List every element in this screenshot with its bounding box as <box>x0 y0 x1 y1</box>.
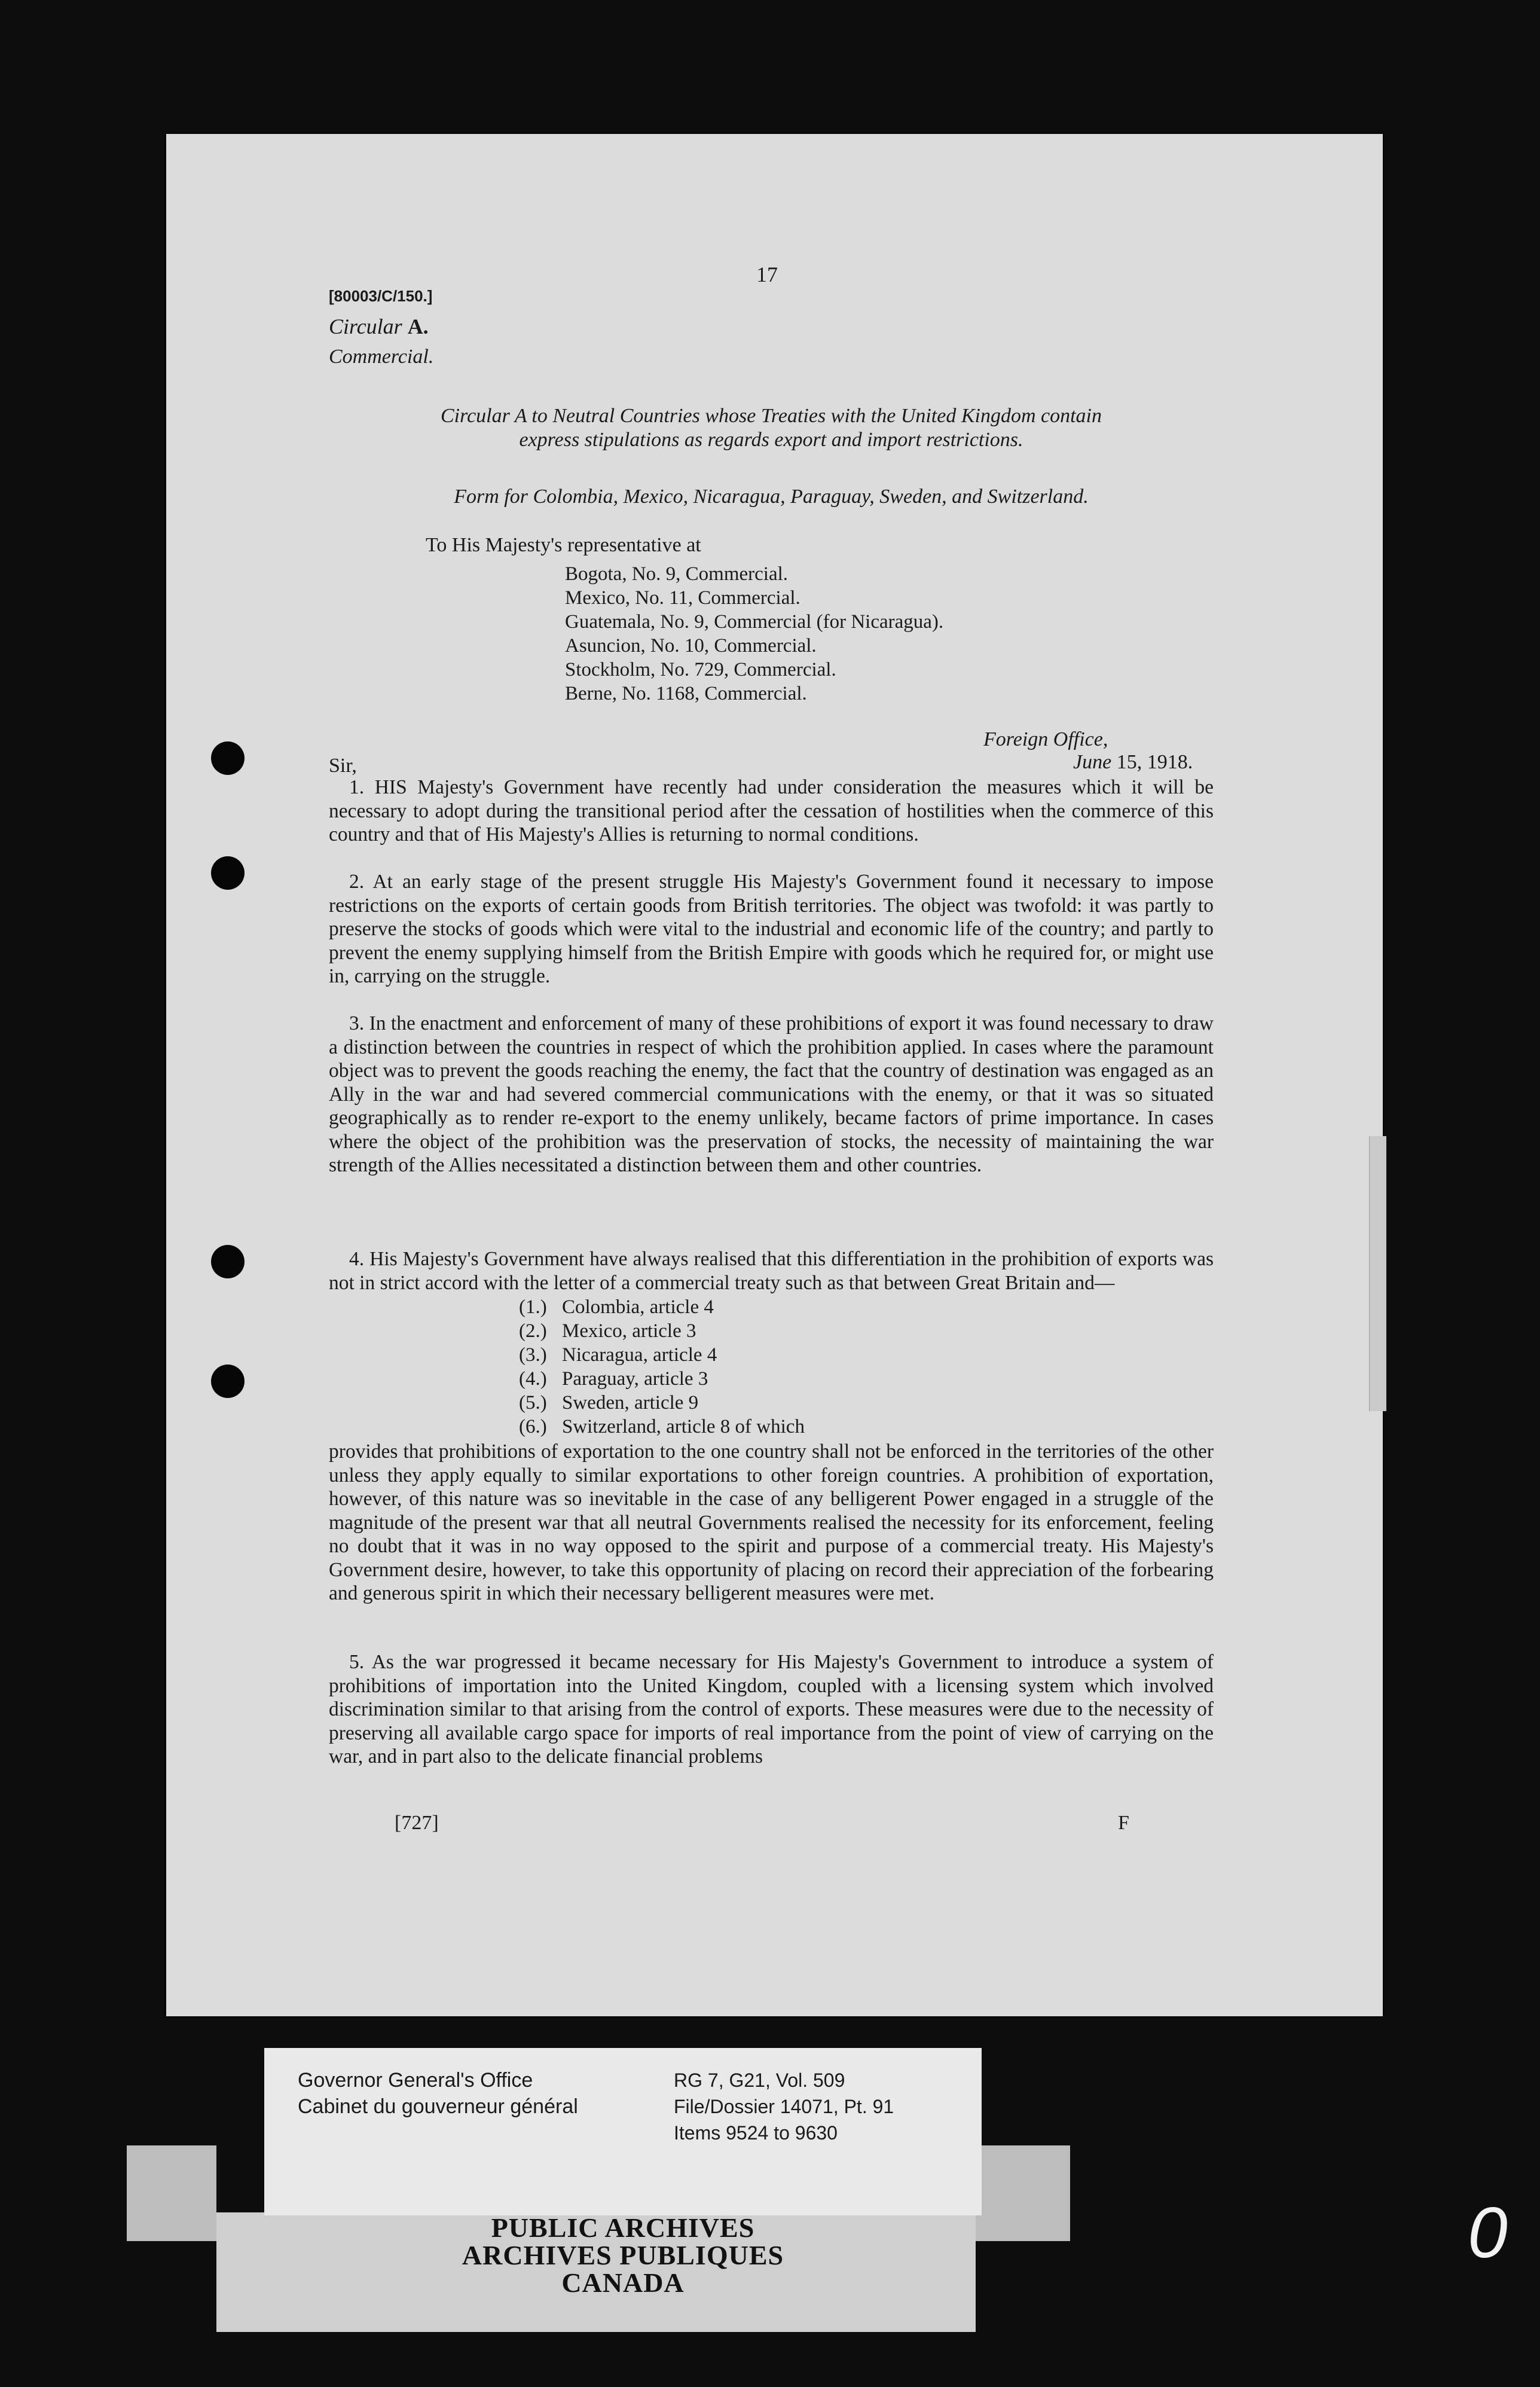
signature-letter: F <box>1118 1812 1129 1834</box>
treaty-number: (2.) <box>519 1320 547 1342</box>
circular-heading <box>329 314 429 339</box>
frame-marker: 0 <box>1468 2193 1508 2273</box>
file-dossier: File/Dossier 14071, Pt. 91 <box>674 2096 894 2117</box>
form-line: Form for Colombia, Mexico, Nicaragua, Paraguay, Sweden, and Switzerland. <box>454 486 1089 508</box>
paragraph-1 <box>329 776 1214 847</box>
date-rest: 15, 1918. <box>1116 751 1193 773</box>
foreign-office: Foreign Office, <box>983 728 1108 750</box>
circular-letter: A. <box>407 315 429 338</box>
place-item: Stockholm, No. 729, Commercial. <box>565 659 836 680</box>
paragraph-3 <box>329 1012 1214 1177</box>
treaty-text: Paraguay, article 3 <box>562 1368 708 1390</box>
archives-stamp <box>264 2214 982 2297</box>
letter-date <box>1073 751 1193 774</box>
page-edge-strip <box>1369 1136 1386 1411</box>
paragraph-text: 1. HIS Majesty's Government have recently had under consideration the measures which it will be necessary to adopt during the transitional period after the cessation of hostilities when the commerce of this country and that of His Majesty's Allies is returning to normal conditions. <box>329 776 1214 845</box>
punch-hole <box>211 1365 245 1398</box>
places-list <box>565 562 943 706</box>
treaty-item <box>519 1343 805 1367</box>
treaty-text: Switzerland, article 8 of which <box>562 1416 805 1437</box>
printer-code: [727] <box>395 1812 439 1834</box>
treaty-text: Sweden, article 9 <box>562 1392 699 1414</box>
treaty-item <box>519 1367 805 1391</box>
office-french: Cabinet du gouverneur général <box>298 2095 578 2118</box>
place-item: Mexico, No. 11, Commercial. <box>565 587 800 609</box>
paragraph-text: 4. His Majesty's Government have always realised that this differentiation in the prohibition of exports was not in strict accord with the letter of a commercial treaty such as that between Great Britain and— <box>329 1248 1214 1294</box>
paragraph-5 <box>329 1650 1214 1769</box>
office-english: Governor General's Office <box>298 2069 533 2092</box>
paragraph-4-continued <box>329 1440 1214 1605</box>
salutation: Sir, <box>329 755 357 777</box>
paragraph-2 <box>329 870 1214 988</box>
stamp-line-1: PUBLIC ARCHIVES <box>491 2212 755 2243</box>
punch-hole <box>211 1245 245 1278</box>
archive-label <box>264 2048 982 2215</box>
treaty-text: Mexico, article 3 <box>562 1320 696 1342</box>
treaty-item <box>519 1319 805 1343</box>
paragraph-text: 5. As the war progressed it became necessary for His Majesty's Government to introduce a system of prohibitions of importation into the United Kingdom, coupled with a licensing system which involved discrimination similar to that arising from the control of exports. These measures were due to the necessity of preserving all available cargo space for imports of real importance from the point of view of carrying on the war, and in part also to the delicate financial problems <box>329 1651 1214 1768</box>
paragraph-text: provides that prohibitions of exportation to the one country shall not be enforced in the territories of the other unless they apply equally to similar exportations to other foreign countries. A prohibition of exportation, however, of this nature was so inevitable in the case of any belligerent Power engaged in a struggle of the magnitude of the present war that all neutral Governments realised the necessity for its enforcement, feeling no doubt that it was in no way opposed to the spirit and purpose of a commercial treaty. His Majesty's Government desire, however, to take this opportunity of placing on record their appreciation of the forbearing and generous spirit in which their necessary belligerent measures were met. <box>329 1440 1214 1604</box>
label-tab-left <box>127 2145 216 2241</box>
place-item: Asuncion, No. 10, Commercial. <box>565 635 817 657</box>
items-range: Items 9524 to 9630 <box>674 2122 838 2144</box>
document-title <box>329 404 1214 452</box>
label-reference <box>674 2067 894 2146</box>
stamp-line-2: ARCHIVES PUBLIQUES <box>462 2240 784 2270</box>
paragraph-text: 2. At an early stage of the present struggle His Majesty's Government found it necessary to impose restrictions on the exports of certain goods from British territories. The object was twofold: it was partly to preserve the stocks of goods which were vital to the industrial and economic life of the country; and partly to prevent the enemy supplying himself from the British Empire with goods which he required for, or might use in, carrying on the struggle. <box>329 871 1214 987</box>
title-line-2: express stipulations as regards export and import restrictions. <box>519 429 1023 451</box>
commercial-heading: Commercial. <box>329 346 434 368</box>
title-line-1: Circular A to Neutral Countries whose Treaties with the United Kingdom contain <box>441 405 1102 427</box>
record-group: RG 7, G21, Vol. 509 <box>674 2069 845 2091</box>
treaty-number: (5.) <box>519 1392 547 1414</box>
label-tab-right <box>974 2145 1070 2241</box>
place-item: Guatemala, No. 9, Commercial (for Nicaragua). <box>565 611 944 633</box>
place-item: Bogota, No. 9, Commercial. <box>565 563 789 585</box>
treaty-list <box>519 1295 805 1439</box>
date-month: June <box>1073 751 1112 773</box>
circular-word: Circular <box>329 315 402 338</box>
treaty-item <box>519 1295 805 1319</box>
paragraph-text: 3. In the enactment and enforcement of many of these prohibitions of export it was found necessary to draw a distinction between the countries in respect of which the prohibition applied. In cases where the paramount object was to prevent the goods reaching the enemy, the fact that the country of destination was engaged as an Ally in the war and had severed commercial communications with the enemy, or that it was so situated geographically as to render re-export to the enemy unlikely, became factors of prime importance. In cases where the object of the prohibition was the preservation of stocks, the necessity of maintaining the war strength of the Allies necessitated a distinction between them and other countries. <box>329 1012 1214 1176</box>
treaty-number: (1.) <box>519 1296 547 1318</box>
punch-hole <box>211 741 245 775</box>
page-number: 17 <box>756 262 778 286</box>
treaty-item <box>519 1391 805 1415</box>
treaty-number: (4.) <box>519 1368 547 1390</box>
treaty-text: Colombia, article 4 <box>562 1296 714 1318</box>
label-office <box>298 2067 578 2120</box>
reference-code: [80003/C/150.] <box>329 287 433 305</box>
paragraph-4 <box>329 1247 1214 1295</box>
treaty-number: (6.) <box>519 1416 547 1437</box>
treaty-item <box>519 1415 805 1439</box>
punch-hole <box>211 856 245 890</box>
place-item: Berne, No. 1168, Commercial. <box>565 683 807 704</box>
treaty-text: Nicaragua, article 4 <box>562 1344 717 1366</box>
stamp-line-3: CANADA <box>561 2267 685 2298</box>
addressee-line: To His Majesty's representative at <box>426 534 701 556</box>
treaty-number: (3.) <box>519 1344 547 1366</box>
